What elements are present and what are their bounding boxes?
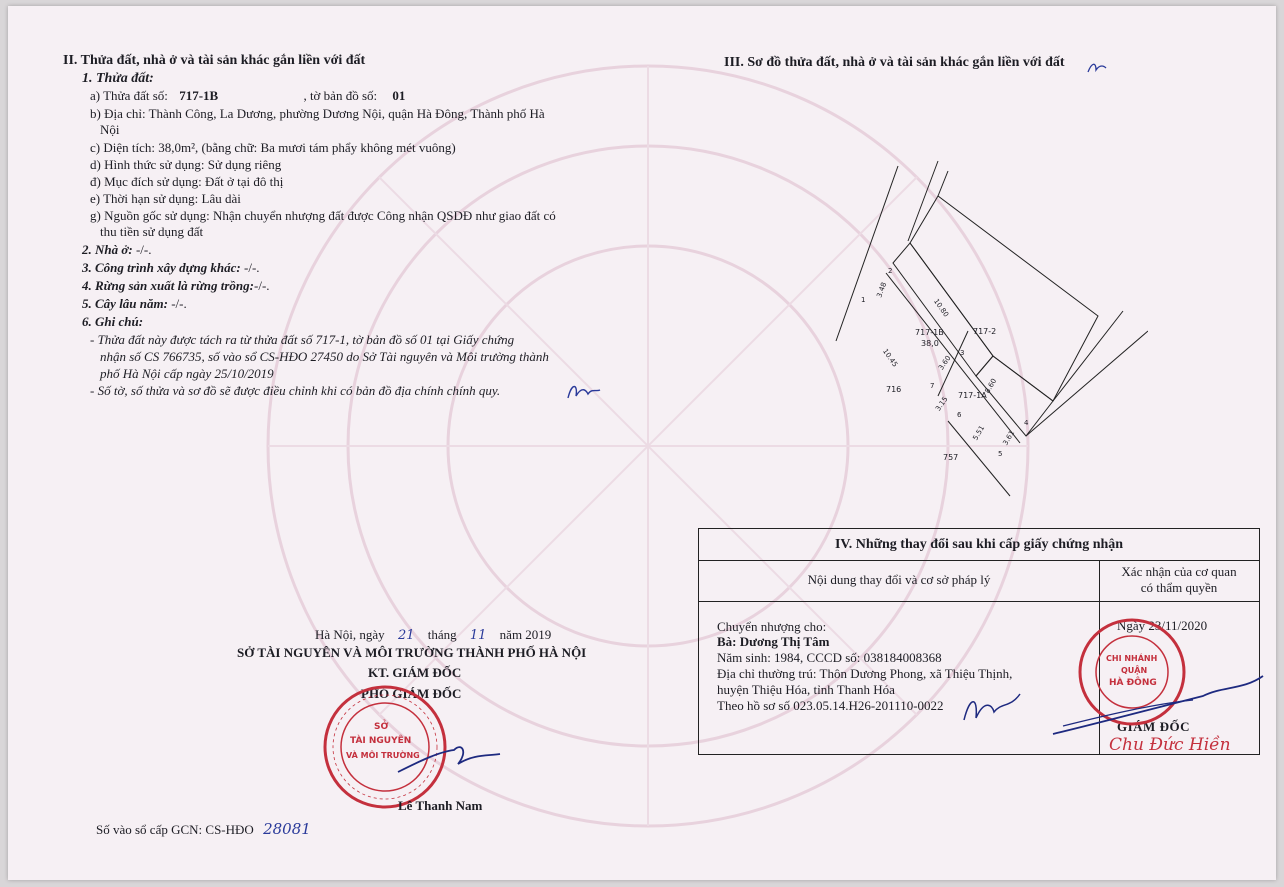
branch-stamp-line-2: QUẬN	[1121, 666, 1148, 675]
map-point-3: 3	[960, 349, 965, 357]
address-line-1: b) Địa chỉ: Thành Công, La Dương, phường Dương Nội, quận Hà Đông, Thành phố Hà	[90, 106, 545, 121]
trees-row	[82, 296, 187, 312]
construction-value: -/-.	[240, 260, 260, 275]
map-sheet-label: , tờ bản đồ số:	[303, 88, 378, 103]
map-dim-4: 3.60	[937, 354, 953, 372]
changes-col-content: Nội dung thay đổi và cơ sở pháp lý	[807, 572, 991, 587]
agency-stamp-line-3: VÀ MÔI TRƯỜNG	[346, 751, 420, 760]
agency-stamp-line-1: SỞ	[374, 722, 389, 732]
change-line-6: Theo hồ sơ số 023.05.14.H26-201110-0022	[717, 698, 944, 713]
map-dim-8: 3.61	[1001, 429, 1017, 447]
map-dim-5: 8.60	[983, 377, 999, 395]
map-neighbor-bottom: 757	[943, 453, 959, 462]
map-sheet-value: 01	[392, 88, 406, 103]
for-director: KT. GIÁM ĐỐC	[368, 665, 462, 680]
house-value: -/-.	[132, 242, 152, 257]
change-line-4: Địa chỉ thường trú: Thôn Dương Phong, xã Thiệu Thịnh,	[717, 666, 1013, 681]
issue-date	[315, 627, 551, 644]
forest-value: -/-.	[254, 278, 270, 293]
notes-heading: 6. Ghi chú:	[82, 314, 144, 329]
map-neighbor-lower: 717-1A	[958, 391, 987, 400]
section-ii-title: II. Thửa đất, nhà ở và tài sản khác gắn liền với đất	[63, 53, 366, 68]
change-line-2: Bà: Dương Thị Tâm	[717, 634, 830, 649]
changes-col-confirm-1: Xác nhận của cơ quan	[1121, 564, 1237, 579]
map-point-5: 5	[998, 450, 1003, 458]
map-dim-2: 10.80	[931, 297, 951, 319]
parcel-number-label: a) Thửa đất số:	[90, 88, 168, 103]
branch-signature	[1043, 666, 1273, 746]
trees-value: -/-.	[167, 296, 187, 311]
map-neighbor-left: 716	[886, 385, 902, 394]
section-iii-title: III. Sơ đồ thửa đất, nhà ở và tài sản khác gắn liền với đất	[724, 55, 1065, 70]
forest-label: 4. Rừng sản xuất là rừng trồng:	[82, 278, 254, 293]
parcel-number-value: 717-1B	[179, 88, 219, 103]
map-point-2: 2	[888, 267, 893, 275]
map-dim-3: 10.45	[880, 347, 900, 369]
land-heading: 1. Thửa đất:	[82, 71, 154, 86]
house-label: 2. Nhà ở:	[82, 242, 133, 257]
usage-term-text: e) Thời hạn sử dụng: Lâu dài	[90, 191, 241, 206]
registry-handwritten: 28081	[263, 820, 311, 838]
change-line-3: Năm sinh: 1984, CCCD số: 038184008368	[717, 650, 942, 665]
usage-origin-line-2: thu tiền sử dụng đất	[100, 224, 204, 239]
area-text: c) Diện tích: 38,0m², (bằng chữ: Ba mươi tám phẩy không mét vuông)	[90, 140, 456, 155]
construction-row	[82, 260, 260, 276]
change-line-5: huyện Thiệu Hóa, tỉnh Thanh Hóa	[717, 682, 895, 697]
issue-date-prefix: Hà Nội, ngày	[315, 627, 385, 642]
change-line-1: Chuyển nhượng cho:	[717, 619, 827, 634]
house-row	[82, 242, 151, 258]
initials-mark-2	[1086, 58, 1108, 78]
map-dim-6: 3.15	[934, 395, 950, 413]
section-iv-title: IV. Những thay đổi sau khi cấp giấy chứng nhận	[834, 537, 1124, 552]
notes-line-3: phố Hà Nội cấp ngày 25/10/2019	[100, 366, 274, 381]
map-neighbor-right: 717-2	[973, 327, 997, 336]
confirm-signer: Chu Đức Hiền	[1109, 735, 1231, 755]
map-parcel-main: 717-1B	[915, 328, 944, 337]
issue-date-year: năm 2019	[499, 627, 552, 642]
changes-col-confirm-2: có thẩm quyền	[1140, 580, 1218, 595]
map-point-6: 6	[957, 411, 962, 419]
clerk-initials	[958, 690, 1028, 730]
usage-purpose-text: đ) Mục đích sử dụng: Đất ở tại đô thị	[90, 174, 284, 189]
forest-row	[82, 278, 270, 294]
confirm-title: GIÁM ĐỐC	[1117, 719, 1190, 734]
deputy-signature	[388, 732, 508, 792]
deputy-director: PHÓ GIÁM ĐỐC	[361, 686, 462, 701]
branch-stamp-line-3: HÀ ĐÔNG	[1109, 678, 1157, 688]
trees-label: 5. Cây lâu năm:	[82, 296, 168, 311]
branch-stamp-line-1: CHI NHÁNH	[1106, 654, 1158, 663]
map-point-7: 7	[930, 382, 935, 390]
address-line-2: Nội	[100, 122, 120, 137]
agency-stamp-line-2: TÀI NGUYÊN	[350, 736, 412, 746]
signer-name: Lê Thanh Nam	[398, 798, 483, 813]
agency-name: SỞ TÀI NGUYÊN VÀ MÔI TRƯỜNG THÀNH PHỐ HÀ NỘI	[237, 645, 587, 660]
map-point-1: 1	[861, 296, 866, 304]
notes-line-4: - Số tờ, số thửa và sơ đồ sẽ được điều chỉnh khi có bản đồ địa chính chính quy.	[90, 383, 501, 398]
map-parcel-area: 38,0	[921, 339, 939, 348]
initials-mark	[564, 380, 604, 406]
usage-origin-line-1: g) Nguồn gốc sử dụng: Nhận chuyển nhượng đất được Công nhận QSDĐ như giao đất có	[90, 208, 556, 223]
parcel-number-row	[90, 88, 405, 104]
parcel-diagram	[798, 151, 1148, 501]
construction-label: 3. Công trình xây dựng khác:	[82, 260, 241, 275]
notes-line-1: - Thửa đất này được tách ra từ thửa đất số 717-1, tờ bản đồ số 01 tại Giấy chứng	[90, 332, 515, 347]
issue-month-label: tháng	[427, 627, 457, 642]
notes-line-2: nhận số CS 766735, số vào sổ CS-HĐO 27450 do Sở Tài nguyên và Môi trường thành	[100, 349, 549, 364]
usage-form-text: d) Hình thức sử dụng: Sử dụng riêng	[90, 157, 282, 172]
certificate-page	[8, 6, 1276, 880]
map-dim-7: 5.51	[971, 424, 987, 442]
map-point-4: 4	[1024, 419, 1029, 427]
issue-date-day: 21	[397, 628, 415, 643]
map-dim-1: 3.48	[875, 281, 889, 299]
issue-date-month: 11	[469, 628, 487, 643]
registry-row	[96, 821, 311, 838]
confirm-date: Ngày 23/11/2020	[1117, 618, 1208, 633]
registry-label: Số vào sổ cấp GCN: CS-HĐO	[96, 822, 254, 837]
